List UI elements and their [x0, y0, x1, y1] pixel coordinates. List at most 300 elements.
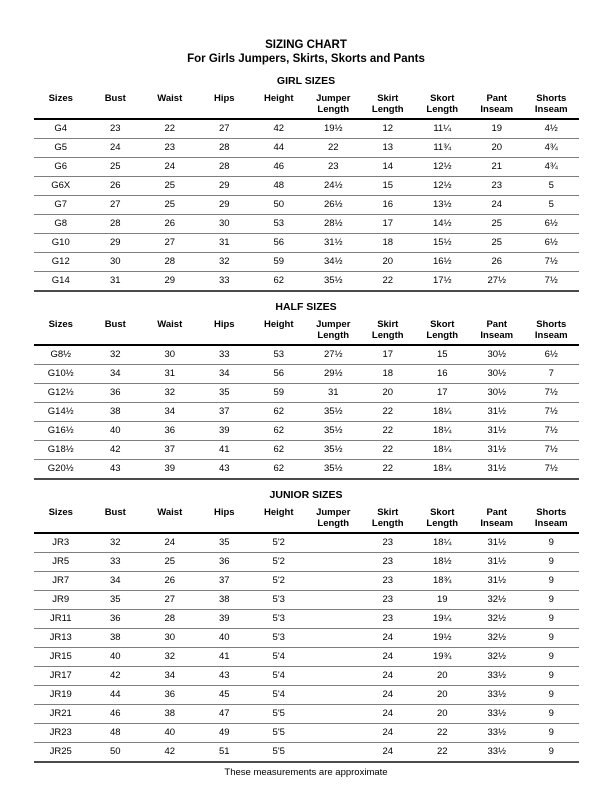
measurement-cell: 14½	[415, 215, 470, 234]
measurement-cell: 22	[361, 422, 416, 441]
size-label-cell: G5	[34, 139, 89, 158]
measurement-cell: 6½	[524, 345, 579, 365]
column-header: Hips	[197, 92, 252, 119]
column-header: Sizes	[34, 506, 89, 533]
measurement-cell: 18½	[415, 553, 470, 572]
measurement-cell: 32	[143, 384, 198, 403]
measurement-cell: 4¾	[524, 158, 579, 177]
section-heading: HALF SIZES	[275, 301, 337, 313]
measurement-cell: 28	[197, 158, 252, 177]
measurement-cell	[306, 629, 361, 648]
measurement-cell: 22	[143, 119, 198, 139]
measurement-cell: 51	[197, 743, 252, 763]
measurement-cell: 40	[143, 724, 198, 743]
measurement-cell: 44	[88, 686, 143, 705]
measurement-cell: 9	[524, 686, 579, 705]
measurement-cell: 25	[143, 196, 198, 215]
measurement-cell: 36	[143, 686, 198, 705]
measurement-cell: 24	[361, 629, 416, 648]
measurement-cell: 29	[143, 272, 198, 292]
size-label-cell: JR11	[34, 610, 89, 629]
size-label-cell: JR21	[34, 705, 89, 724]
measurement-cell: 56	[252, 234, 307, 253]
measurement-cell: 35½	[306, 460, 361, 480]
measurement-cell: 35½	[306, 422, 361, 441]
column-header: Pant Inseam	[470, 92, 525, 119]
measurement-cell: 59	[252, 384, 307, 403]
measurement-cell: 27	[197, 119, 252, 139]
measurement-cell: 15	[415, 345, 470, 365]
measurement-cell: 30	[197, 215, 252, 234]
measurement-cell	[306, 572, 361, 591]
measurement-cell: 34	[143, 403, 198, 422]
measurement-cell: 48	[252, 177, 307, 196]
column-header: Shorts Inseam	[524, 318, 579, 345]
measurement-cell: 7½	[524, 403, 579, 422]
size-label-cell: G12½	[34, 384, 89, 403]
measurement-cell: 27½	[470, 272, 525, 292]
measurement-cell: 23	[361, 572, 416, 591]
measurement-cell: 19¼	[415, 610, 470, 629]
measurement-cell: 23	[361, 591, 416, 610]
measurement-cell: 24	[470, 196, 525, 215]
measurement-cell: 39	[197, 422, 252, 441]
measurement-cell: 7	[524, 365, 579, 384]
table-row	[34, 667, 579, 686]
measurement-cell: 22	[415, 724, 470, 743]
column-header: Sizes	[34, 92, 89, 119]
measurement-cell: 5'4	[252, 648, 307, 667]
measurement-cell: 27	[143, 591, 198, 610]
measurement-cell: 25	[470, 234, 525, 253]
measurement-cell	[306, 743, 361, 763]
size-table	[34, 506, 579, 763]
measurement-cell: 45	[197, 686, 252, 705]
table-row	[34, 686, 579, 705]
measurement-cell: 35½	[306, 403, 361, 422]
measurement-cell: 20	[470, 139, 525, 158]
measurement-cell: 25	[88, 158, 143, 177]
measurement-cell: 33½	[470, 667, 525, 686]
measurement-cell: 24	[361, 743, 416, 763]
measurement-cell: 9	[524, 572, 579, 591]
size-label-cell: JR17	[34, 667, 89, 686]
measurement-cell: 5'4	[252, 686, 307, 705]
measurement-cell: 24	[88, 139, 143, 158]
measurement-cell: 35	[197, 533, 252, 553]
table-row	[34, 215, 579, 234]
measurement-cell: 25	[143, 553, 198, 572]
measurement-cell: 23	[361, 553, 416, 572]
table-row	[34, 177, 579, 196]
measurement-cell: 5'2	[252, 572, 307, 591]
measurement-cell: 43	[88, 460, 143, 480]
measurement-cell: 22	[415, 743, 470, 763]
header-row	[34, 318, 579, 345]
measurement-cell: 39	[143, 460, 198, 480]
measurement-cell: 9	[524, 610, 579, 629]
measurement-cell: 30	[88, 253, 143, 272]
measurement-cell: 16	[415, 365, 470, 384]
table-row	[34, 365, 579, 384]
table-row	[34, 422, 579, 441]
measurement-cell: 31½	[470, 422, 525, 441]
measurement-cell: 20	[415, 667, 470, 686]
measurement-cell: 18¼	[415, 422, 470, 441]
measurement-cell: 18¾	[415, 572, 470, 591]
measurement-cell: 33½	[470, 705, 525, 724]
table-row	[34, 272, 579, 292]
measurement-cell: 9	[524, 591, 579, 610]
measurement-cell: 16½	[415, 253, 470, 272]
column-header: Bust	[88, 318, 143, 345]
measurement-cell	[306, 591, 361, 610]
measurement-cell: 30	[143, 345, 198, 365]
measurement-cell: 33	[197, 272, 252, 292]
measurement-cell: 9	[524, 648, 579, 667]
table-row	[34, 119, 579, 139]
measurement-cell: 29	[197, 196, 252, 215]
measurement-cell: 11¾	[415, 139, 470, 158]
size-label-cell: JR25	[34, 743, 89, 763]
measurement-cell: 40	[88, 422, 143, 441]
measurement-cell: 31	[143, 365, 198, 384]
size-label-cell: JR15	[34, 648, 89, 667]
measurement-cell: 30	[143, 629, 198, 648]
size-label-cell: G20½	[34, 460, 89, 480]
header-row	[34, 506, 579, 533]
measurement-cell: 9	[524, 533, 579, 553]
measurement-cell: 9	[524, 629, 579, 648]
measurement-cell: 23	[143, 139, 198, 158]
measurement-cell: 44	[252, 139, 307, 158]
measurement-cell: 38	[143, 705, 198, 724]
measurement-cell: 34	[88, 365, 143, 384]
measurement-cell: 28½	[306, 215, 361, 234]
measurement-cell: 27	[88, 196, 143, 215]
size-label-cell: G16½	[34, 422, 89, 441]
measurement-cell: 42	[252, 119, 307, 139]
measurement-cell: 37	[143, 441, 198, 460]
size-label-cell: JR19	[34, 686, 89, 705]
column-header: Jumper Length	[306, 506, 361, 533]
measurement-cell: 26½	[306, 196, 361, 215]
measurement-cell: 22	[361, 403, 416, 422]
measurement-cell: 32	[88, 533, 143, 553]
column-header: Jumper Length	[306, 318, 361, 345]
measurement-cell: 5'5	[252, 743, 307, 763]
measurement-cell	[306, 705, 361, 724]
column-header: Skirt Length	[361, 92, 416, 119]
measurement-cell: 31	[197, 234, 252, 253]
measurement-cell: 31	[306, 384, 361, 403]
measurement-cell: 50	[252, 196, 307, 215]
measurement-cell: 18	[361, 365, 416, 384]
measurement-cell: 31½	[306, 234, 361, 253]
size-table	[34, 92, 579, 292]
table-row	[34, 345, 579, 365]
measurement-cell: 39	[197, 610, 252, 629]
measurement-cell: 24	[361, 724, 416, 743]
measurement-cell: 34	[88, 572, 143, 591]
measurement-cell: 26	[143, 215, 198, 234]
measurement-cell: 28	[88, 215, 143, 234]
measurement-cell: 35	[197, 384, 252, 403]
measurement-cell: 62	[252, 403, 307, 422]
column-header: Height	[252, 92, 307, 119]
measurement-cell: 24	[361, 705, 416, 724]
measurement-cell: 30½	[470, 384, 525, 403]
measurement-cell: 5'2	[252, 553, 307, 572]
measurement-cell: 38	[197, 591, 252, 610]
measurement-cell: 7½	[524, 422, 579, 441]
measurement-cell	[306, 610, 361, 629]
column-header: Skirt Length	[361, 506, 416, 533]
measurement-cell: 25	[143, 177, 198, 196]
column-header: Waist	[143, 506, 198, 533]
measurement-cell: 9	[524, 705, 579, 724]
measurement-cell: 32½	[470, 648, 525, 667]
measurement-cell: 7½	[524, 272, 579, 292]
table-row	[34, 403, 579, 422]
measurement-cell: 42	[88, 441, 143, 460]
measurement-cell: 32	[197, 253, 252, 272]
measurement-cell: 19½	[415, 629, 470, 648]
measurement-cell: 12½	[415, 177, 470, 196]
column-header: Pant Inseam	[470, 506, 525, 533]
measurement-cell: 29	[197, 177, 252, 196]
measurement-cell: 5'5	[252, 705, 307, 724]
measurement-cell: 32½	[470, 610, 525, 629]
measurement-cell: 22	[361, 441, 416, 460]
measurement-cell: 19½	[306, 119, 361, 139]
measurement-cell: 33	[88, 553, 143, 572]
measurement-cell: 15½	[415, 234, 470, 253]
measurement-cell: 24½	[306, 177, 361, 196]
column-header: Jumper Length	[306, 92, 361, 119]
table-row	[34, 158, 579, 177]
column-header: Bust	[88, 92, 143, 119]
table-row	[34, 196, 579, 215]
measurement-cell: 43	[197, 667, 252, 686]
table-row	[34, 648, 579, 667]
measurement-cell: 19¾	[415, 648, 470, 667]
measurement-cell: 7½	[524, 460, 579, 480]
measurement-cell: 12	[361, 119, 416, 139]
measurement-cell: 24	[143, 533, 198, 553]
table-row	[34, 139, 579, 158]
measurement-cell: 13	[361, 139, 416, 158]
column-header: Bust	[88, 506, 143, 533]
column-header: Shorts Inseam	[524, 506, 579, 533]
measurement-cell: 32	[88, 345, 143, 365]
table-row	[34, 533, 579, 553]
page-title: SIZING CHART	[265, 39, 347, 51]
measurement-cell	[306, 533, 361, 553]
measurement-cell: 35½	[306, 272, 361, 292]
measurement-cell: 24	[361, 648, 416, 667]
measurement-cell: 31½	[470, 533, 525, 553]
measurement-cell: 43	[197, 460, 252, 480]
measurement-cell: 46	[252, 158, 307, 177]
measurement-cell: 42	[143, 743, 198, 763]
measurement-cell: 14	[361, 158, 416, 177]
measurement-cell: 33	[197, 345, 252, 365]
measurement-cell: 27	[143, 234, 198, 253]
measurement-cell	[306, 724, 361, 743]
measurement-cell: 28	[197, 139, 252, 158]
measurement-cell: 29	[88, 234, 143, 253]
measurement-cell: 40	[197, 629, 252, 648]
size-label-cell: JR9	[34, 591, 89, 610]
table-row	[34, 572, 579, 591]
size-label-cell: JR3	[34, 533, 89, 553]
measurement-cell: 36	[197, 553, 252, 572]
measurement-cell: 41	[197, 648, 252, 667]
measurement-cell: 32½	[470, 591, 525, 610]
section-heading: JUNIOR SIZES	[269, 489, 343, 501]
measurement-cell: 31½	[470, 441, 525, 460]
measurement-cell: 22	[361, 460, 416, 480]
measurement-cell: 21	[470, 158, 525, 177]
measurement-cell: 6½	[524, 215, 579, 234]
measurement-cell: 5'4	[252, 667, 307, 686]
measurement-cell: 23	[88, 119, 143, 139]
column-header: Hips	[197, 506, 252, 533]
table-row	[34, 460, 579, 480]
measurement-cell: 20	[415, 705, 470, 724]
measurement-cell: 5'3	[252, 591, 307, 610]
measurement-cell	[306, 648, 361, 667]
footer-note: These measurements are approximate	[224, 767, 388, 778]
size-label-cell: JR5	[34, 553, 89, 572]
size-label-cell: G6X	[34, 177, 89, 196]
measurement-cell: 18¼	[415, 460, 470, 480]
size-label-cell: JR7	[34, 572, 89, 591]
measurement-cell: 7½	[524, 253, 579, 272]
measurement-cell: 30½	[470, 345, 525, 365]
measurement-cell: 20	[361, 384, 416, 403]
measurement-cell: 23	[306, 158, 361, 177]
measurement-cell: 33½	[470, 743, 525, 763]
table-row	[34, 629, 579, 648]
measurement-cell: 35	[88, 591, 143, 610]
column-header: Sizes	[34, 318, 89, 345]
measurement-cell: 17	[361, 215, 416, 234]
measurement-cell: 5'5	[252, 724, 307, 743]
measurement-cell: 62	[252, 460, 307, 480]
measurement-cell: 22	[361, 272, 416, 292]
column-header: Shorts Inseam	[524, 92, 579, 119]
measurement-cell: 53	[252, 345, 307, 365]
size-label-cell: G4	[34, 119, 89, 139]
measurement-cell: 5'3	[252, 629, 307, 648]
measurement-cell: 31½	[470, 572, 525, 591]
measurement-cell: 24	[361, 686, 416, 705]
measurement-cell: 59	[252, 253, 307, 272]
measurement-cell: 47	[197, 705, 252, 724]
measurement-cell: 22	[306, 139, 361, 158]
measurement-cell: 17½	[415, 272, 470, 292]
header-row	[34, 92, 579, 119]
measurement-cell: 19	[415, 591, 470, 610]
measurement-cell: 31½	[470, 460, 525, 480]
measurement-cell: 4¾	[524, 139, 579, 158]
measurement-cell: 36	[143, 422, 198, 441]
measurement-cell: 37	[197, 572, 252, 591]
measurement-cell: 12½	[415, 158, 470, 177]
size-label-cell: G14	[34, 272, 89, 292]
table-row	[34, 591, 579, 610]
size-label-cell: G14½	[34, 403, 89, 422]
measurement-cell: 29½	[306, 365, 361, 384]
table-row	[34, 705, 579, 724]
measurement-cell: 5'2	[252, 533, 307, 553]
column-header: Waist	[143, 92, 198, 119]
measurement-cell: 7½	[524, 441, 579, 460]
measurement-cell: 13½	[415, 196, 470, 215]
measurement-cell: 24	[361, 667, 416, 686]
measurement-cell: 35½	[306, 441, 361, 460]
measurement-cell: 49	[197, 724, 252, 743]
measurement-cell: 15	[361, 177, 416, 196]
measurement-cell	[306, 667, 361, 686]
column-header: Waist	[143, 318, 198, 345]
measurement-cell: 38	[88, 629, 143, 648]
measurement-cell: 23	[361, 533, 416, 553]
measurement-cell: 26	[470, 253, 525, 272]
measurement-cell: 5'3	[252, 610, 307, 629]
measurement-cell: 26	[143, 572, 198, 591]
measurement-cell: 48	[88, 724, 143, 743]
measurement-cell: 17	[361, 345, 416, 365]
measurement-cell: 42	[88, 667, 143, 686]
size-label-cell: G10½	[34, 365, 89, 384]
measurement-cell: 25	[470, 215, 525, 234]
measurement-cell: 26	[88, 177, 143, 196]
measurement-cell: 9	[524, 667, 579, 686]
measurement-cell: 53	[252, 215, 307, 234]
table-row	[34, 384, 579, 403]
measurement-cell: 41	[197, 441, 252, 460]
measurement-cell: 32½	[470, 629, 525, 648]
measurement-cell: 16	[361, 196, 416, 215]
measurement-cell: 20	[361, 253, 416, 272]
column-header: Skort Length	[415, 318, 470, 345]
measurement-cell: 30½	[470, 365, 525, 384]
measurement-cell: 6½	[524, 234, 579, 253]
table-row	[34, 553, 579, 572]
measurement-cell: 28	[143, 253, 198, 272]
size-label-cell: G12	[34, 253, 89, 272]
column-header: Height	[252, 506, 307, 533]
measurement-cell: 33½	[470, 686, 525, 705]
measurement-cell: 20	[415, 686, 470, 705]
size-label-cell: G10	[34, 234, 89, 253]
table-row	[34, 441, 579, 460]
measurement-cell: 50	[88, 743, 143, 763]
measurement-cell: 31½	[470, 403, 525, 422]
column-header: Height	[252, 318, 307, 345]
size-label-cell: G8½	[34, 345, 89, 365]
size-label-cell: JR23	[34, 724, 89, 743]
measurement-cell: 23	[470, 177, 525, 196]
measurement-cell: 34	[197, 365, 252, 384]
size-label-cell: G18½	[34, 441, 89, 460]
section-heading: GIRL SIZES	[276, 75, 336, 87]
measurement-cell: 34	[143, 667, 198, 686]
measurement-cell: 37	[197, 403, 252, 422]
